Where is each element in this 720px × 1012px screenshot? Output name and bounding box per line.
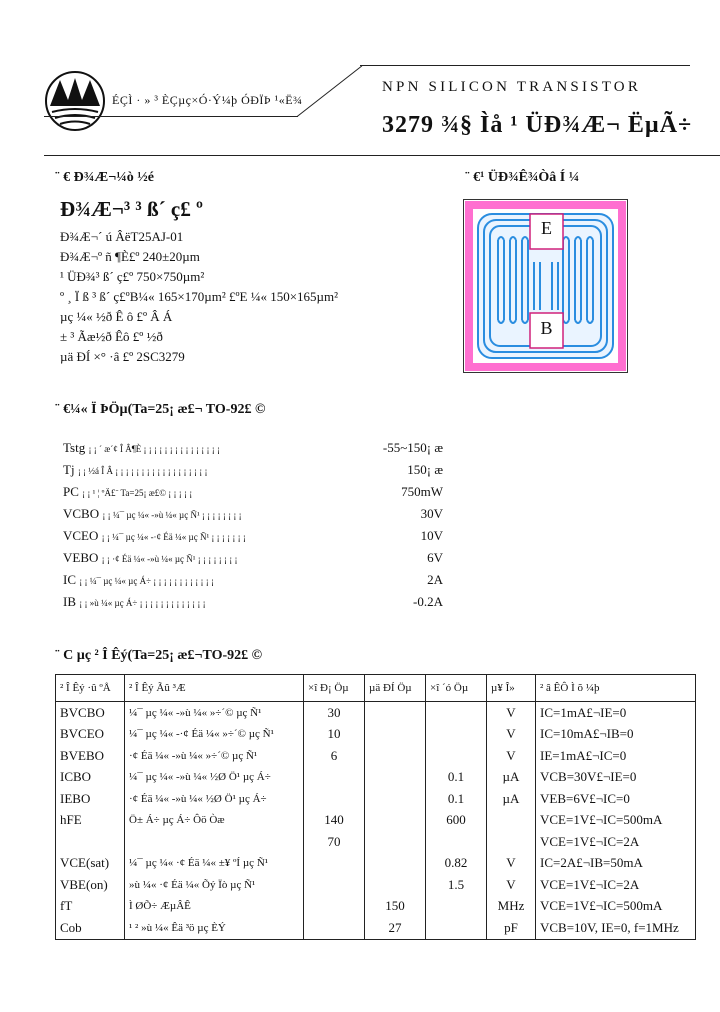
param-name: Ì ØÕ÷ ÆµÂÊ [125, 896, 304, 918]
param-name: ¼¯ µç ¼« -·¢ Éä ¼« »÷´© µç Ñ¹ [125, 724, 304, 746]
unit: V [487, 702, 536, 724]
header-rule-full [44, 155, 720, 156]
max-value [426, 702, 487, 724]
col-header: ×î ´ó Öµ [426, 675, 487, 702]
table-row [56, 874, 696, 896]
typ-value: 27 [365, 917, 426, 939]
test-condition: VCB=30V£¬IE=0 [536, 767, 696, 789]
typ-value [365, 874, 426, 896]
unit [487, 810, 536, 832]
col-header: ² â ÊÔ Ì õ ¼þ [536, 675, 696, 702]
max-value [426, 745, 487, 767]
min-value [304, 874, 365, 896]
rating-value: 150¡ æ [407, 462, 443, 477]
test-condition: VCE=1V£¬IC=500mA [536, 810, 696, 832]
chip-info-heading: ¨ € Ð¾Æ¬¼ò ½é [55, 170, 154, 185]
max-value [426, 917, 487, 939]
param-symbol: VCE(sat) [56, 853, 125, 875]
logo-icon [44, 70, 106, 132]
param-name: Ö± Á÷ µç Á÷ Ôö Òæ [125, 810, 304, 832]
param-symbol: fT [56, 896, 125, 918]
typ-value [365, 831, 426, 853]
test-condition: VEB=6V£¬IC=0 [536, 788, 696, 810]
table-row [56, 788, 696, 810]
param-name [125, 831, 304, 853]
table-row [56, 724, 696, 746]
unit [487, 831, 536, 853]
test-condition: IC=10mA£¬IB=0 [536, 724, 696, 746]
rating-desc: ¡ ¡ ¼¯ µç ¼« -·¢ Éä ¼« µç Ñ¹ ¡ ¡ ¡ ¡ ¡ ¡ ¡ [101, 532, 246, 542]
typ-value [365, 788, 426, 810]
param-name: ¼¯ µç ¼« ·¢ Éä ¼« ±¥ ºÍ µç Ñ¹ [125, 853, 304, 875]
col-header: µä ÐÍ Öµ [365, 675, 426, 702]
param-symbol: Cob [56, 917, 125, 939]
param-symbol: IEBO [56, 788, 125, 810]
electrical-table [55, 674, 696, 940]
test-condition: VCB=10V, IE=0, f=1MHz [536, 917, 696, 939]
rating-value: 10V [420, 528, 443, 543]
header-rule-bottom [44, 116, 298, 117]
min-value [304, 853, 365, 875]
chip-info-list [60, 227, 338, 367]
typ-value [365, 702, 426, 724]
unit: V [487, 853, 536, 875]
chip-info-line: ¹ ÜÐ¾³ ß´ ç£º 750×750µm² [60, 269, 205, 284]
table-row [56, 702, 696, 724]
col-header: ² Î Êý ·û ºÅ [56, 675, 125, 702]
rating-symbol: Tj [63, 462, 75, 477]
pad-b-label: B [540, 318, 553, 338]
chip-info-line: º ¸ Ï ß ³ ß´ ç£ºB¼« 165×170µm² £ºE ¼« 150×165µm² [60, 289, 339, 304]
min-value [304, 788, 365, 810]
max-value: 1.5 [426, 874, 487, 896]
rating-desc: ¡ ¡ ·¢ Éä ¼« -»ù ¼« µç Ñ¹ ¡ ¡ ¡ ¡ ¡ ¡ ¡ ¡ [101, 554, 238, 564]
rating-symbol: IC [63, 572, 76, 587]
table-row [56, 767, 696, 789]
min-value [304, 767, 365, 789]
chip-info-line: ± ³ Ãæ½ð Êô £º ½ð [60, 329, 163, 344]
max-value: 0.1 [426, 767, 487, 789]
rating-symbol: VCBO [63, 506, 100, 521]
unit: µA [487, 788, 536, 810]
max-value: 0.1 [426, 788, 487, 810]
chip-info-line: µç ¼« ½ð Ê ô £º Â Á [60, 309, 173, 324]
table-row [56, 831, 696, 853]
chip-info-subtitle: Ð¾Æ¬³ ³ ß´ ç£ º [60, 197, 203, 221]
type-title: NPN SILICON TRANSISTOR [382, 79, 642, 95]
ratings-heading: ¨ €¼« Ï ÞÖµ(Ta=25¡ æ£¬ TO-92£ © [55, 402, 266, 417]
min-value: 30 [304, 702, 365, 724]
max-value [426, 831, 487, 853]
company-logo [44, 70, 106, 132]
param-symbol: BVEBO [56, 745, 125, 767]
rating-symbol: PC [63, 484, 79, 499]
rating-desc: ¡ ¡ ´ æ´¢ Î Â¶È ¡ ¡ ¡ ¡ ¡ ¡ ¡ ¡ ¡ ¡ ¡ ¡ ¡ ¡ ¡ [88, 444, 220, 454]
unit: µA [487, 767, 536, 789]
table-row [56, 810, 696, 832]
min-value [304, 917, 365, 939]
test-condition: VCE=1V£¬IC=2A [536, 874, 696, 896]
table-row [56, 896, 696, 918]
param-symbol: ICBO [56, 767, 125, 789]
test-condition: VCE=1V£¬IC=500mA [536, 896, 696, 918]
col-header: ² Î Êý Ãû ³Æ [125, 675, 304, 702]
rating-symbol: Tstg [63, 440, 86, 455]
rating-desc: ¡ ¡ »ù ¼« µç Á÷ ¡ ¡ ¡ ¡ ¡ ¡ ¡ ¡ ¡ ¡ ¡ ¡ ¡ [79, 598, 206, 608]
param-symbol: BVCBO [56, 702, 125, 724]
typ-value [365, 745, 426, 767]
typ-value: 150 [365, 896, 426, 918]
min-value [304, 896, 365, 918]
pad-e-label: E [541, 218, 552, 238]
rating-symbol: VCEO [63, 528, 99, 543]
param-symbol: BVCEO [56, 724, 125, 746]
param-name: ¹ ² »ù ¼« Êä ³ö µç ÈÝ [125, 917, 304, 939]
typ-value [365, 767, 426, 789]
max-value [426, 896, 487, 918]
table-row [56, 853, 696, 875]
max-value: 600 [426, 810, 487, 832]
unit: V [487, 724, 536, 746]
rating-symbol: IB [63, 594, 76, 609]
chip-info-line: Ð¾Æ¬´ ú ÂëT25AJ-01 [60, 229, 184, 244]
rating-desc: ¡ ¡ ¼¯ µç ¼« -»ù ¼« µç Ñ¹ ¡ ¡ ¡ ¡ ¡ ¡ ¡ ¡ [102, 510, 242, 520]
unit: V [487, 745, 536, 767]
typ-value [365, 724, 426, 746]
unit: V [487, 874, 536, 896]
rating-value: -55~150¡ æ [382, 440, 443, 455]
col-header: µ¥ Î» [487, 675, 536, 702]
table-row [56, 917, 696, 939]
param-name: ¼¯ µç ¼« -»ù ¼« ½Ø Ö¹ µç Á÷ [125, 767, 304, 789]
col-header: ×î Ð¡ Öµ [304, 675, 365, 702]
test-condition: IC=1mA£¬IE=0 [536, 702, 696, 724]
table-row [56, 745, 696, 767]
test-condition: VCE=1V£¬IC=2A [536, 831, 696, 853]
table-header-row [56, 675, 696, 702]
test-condition: IE=1mA£¬IC=0 [536, 745, 696, 767]
param-symbol: VBE(on) [56, 874, 125, 896]
rating-value: 6V [427, 550, 443, 565]
header-rule-diagonal [297, 66, 362, 117]
param-name: ·¢ Éä ¼« -»ù ¼« ½Ø Ö¹ µç Á÷ [125, 788, 304, 810]
company-name: ÉÇÌ · » ³ ÈÇµç×Ó·Ý¼þ ÓÐÏÞ ¹«Ë¾ [112, 93, 303, 107]
rating-desc: ¡ ¡ ½á Î Â ¡ ¡ ¡ ¡ ¡ ¡ ¡ ¡ ¡ ¡ ¡ ¡ ¡ ¡ ¡ ¡ ¡ ¡ [77, 466, 208, 476]
max-value: 0.82 [426, 853, 487, 875]
min-value: 70 [304, 831, 365, 853]
unit: MHz [487, 896, 536, 918]
rating-symbol: VEBO [63, 550, 99, 565]
min-value: 10 [304, 724, 365, 746]
chip-info-line: µä ÐÍ ×° ·â £º 2SC3279 [60, 349, 185, 364]
product-title: 3279 ¾§ Ìå ¹ ÜÐ¾Æ¬ ËµÃ÷ [382, 112, 693, 138]
typ-value [365, 853, 426, 875]
rating-value: 750mW [401, 484, 443, 499]
max-value [426, 724, 487, 746]
rating-desc: ¡ ¡ ¹ ¦ ºÄ£¨ Ta=25¡ æ£© ¡ ¡ ¡ ¡ ¡ [82, 488, 193, 498]
param-symbol [56, 831, 125, 853]
param-name: »ù ¼« ·¢ Éä ¼« Õý Ïò µç Ñ¹ [125, 874, 304, 896]
min-value: 6 [304, 745, 365, 767]
param-name: ·¢ Éä ¼« -»ù ¼« »÷´© µç Ñ¹ [125, 745, 304, 767]
min-value: 140 [304, 810, 365, 832]
electrical-heading: ¨ C µç ² Î Êý(Ta=25¡ æ£¬TO-92£ © [55, 648, 263, 663]
param-name: ¼¯ µç ¼« -»ù ¼« »÷´© µç Ñ¹ [125, 702, 304, 724]
param-symbol: hFE [56, 810, 125, 832]
chip-info-line: Ð¾Æ¬º ñ ¶È£º 240±20µm [60, 249, 200, 264]
typ-value [365, 810, 426, 832]
rating-value: 30V [420, 506, 443, 521]
unit: pF [487, 917, 536, 939]
rating-value: 2A [427, 572, 443, 587]
rating-desc: ¡ ¡ ¼¯ µç ¼« µç Á÷ ¡ ¡ ¡ ¡ ¡ ¡ ¡ ¡ ¡ ¡ ¡ ¡ [79, 576, 215, 586]
rating-value: -0.2A [413, 594, 443, 609]
header-rule-top [360, 65, 690, 66]
test-condition: IC=2A£¬IB=50mA [536, 853, 696, 875]
chip-diagram [463, 199, 628, 373]
chip-diagram-heading: ¨ €¹ ÜÐ¾Ê¾Òâ Í ¼ [465, 170, 580, 185]
